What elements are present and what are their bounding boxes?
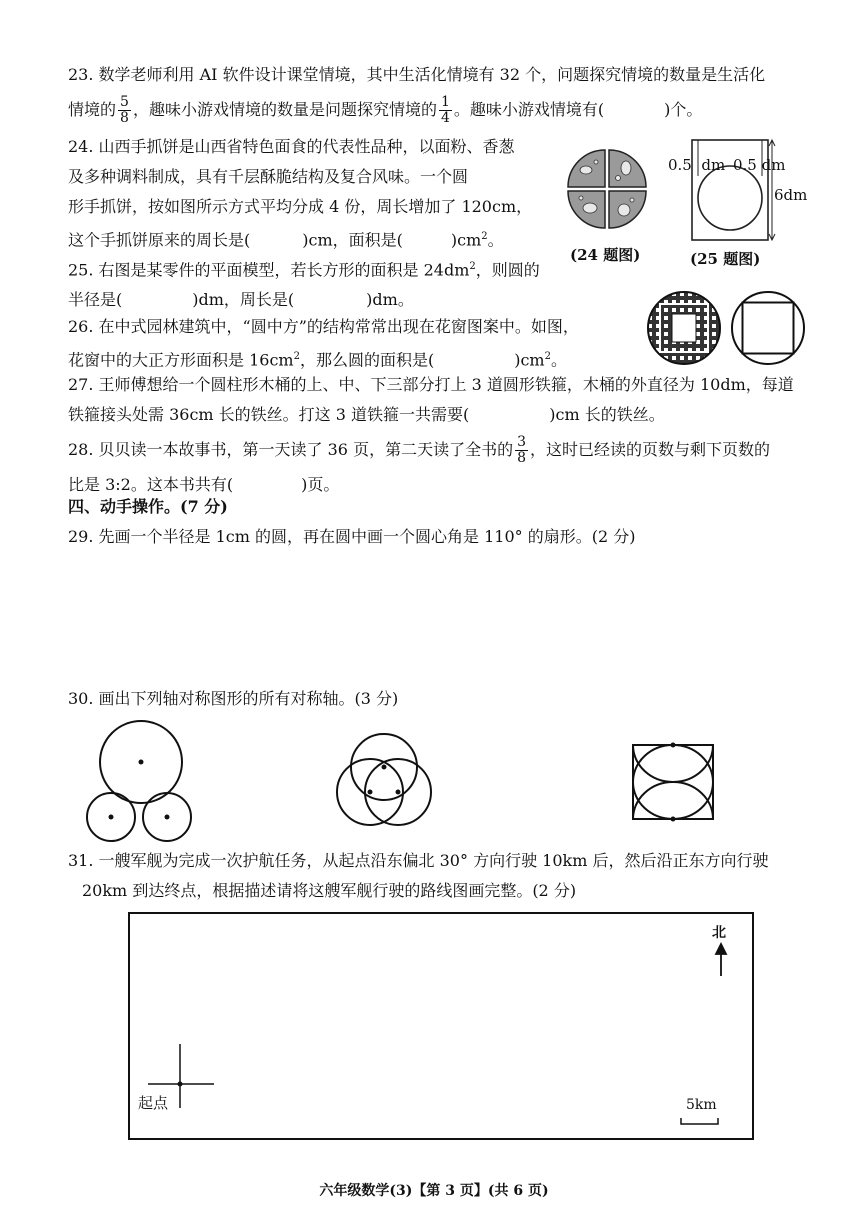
q24-line2: 及多种调料制成，具有千层酥脆结构及复合风味。一个圆 — [68, 167, 469, 186]
q25-text-a: 25. 右图是某零件的平面模型，若长方形的面积是 24dm — [68, 260, 470, 280]
q26-text-d: 。 — [550, 350, 567, 370]
north-arrow-icon — [716, 944, 726, 976]
q30-figures[interactable] — [60, 720, 760, 850]
q26-window-figure — [646, 290, 722, 366]
q28-frac-den: 8 — [517, 450, 526, 466]
q24-sup: 2 — [481, 231, 488, 242]
question-24 — [68, 132, 548, 255]
question-23 — [68, 60, 828, 130]
q24-line1: 24. 山西手抓饼是山西省特色面食的代表性品种，以面粉、香葱 — [68, 137, 515, 156]
q23-frac2-num: 1 — [440, 94, 450, 110]
q24-text-c: )cm — [450, 230, 482, 250]
q24-caption: (24 题图) — [570, 246, 641, 264]
q25-label-dm2: dm — [761, 156, 786, 174]
q23-line2 — [68, 90, 828, 130]
question-29 — [68, 522, 828, 552]
q25-label-right-value: 0.5 — [733, 156, 757, 174]
q29-line: 29. 先画一个半径是 1cm 的圆，再在圆中画一个圆心角是 110° 的扇形。(2 分) — [68, 527, 636, 546]
q31-map-marks — [128, 912, 754, 1140]
q26-text-a: 花窗中的大正方形面积是 16cm — [68, 350, 294, 370]
q28-text-c: 比是 3:2。这本书共有( — [68, 475, 234, 494]
q25-line2 — [68, 285, 628, 315]
q24-text-b: )cm，面积是( — [302, 230, 403, 250]
question-28 — [68, 430, 828, 500]
question-30 — [68, 684, 828, 714]
q27-text-a: 铁箍接头处需 36cm 长的铁丝。打这 3 道铁箍一共需要( — [68, 405, 470, 424]
q27-line2 — [68, 400, 828, 430]
q25-text-d: )dm，周长是( — [192, 290, 295, 310]
q28-text-a: 28. 贝贝读一本故事书，第一天读了 36 页，第二天读了全书的 — [68, 440, 514, 459]
q27-text-b: )cm 长的铁丝。 — [549, 405, 665, 424]
q31-line1: 31. 一艘军舰为完成一次护航任务，从起点沿东偏北 30° 方向行驶 10km 后，然后沿正东方向行驶 — [68, 851, 769, 870]
q31-scale-label: 5km — [686, 1097, 717, 1113]
q28-text-b: ，这时已经读的页数与剩下页数的 — [530, 440, 771, 459]
q28-text-d: )页。 — [301, 475, 340, 494]
q25-caption: (25 题图) — [690, 250, 761, 268]
q25-sup: 2 — [469, 261, 476, 272]
q25-label-left-value: 0.5 — [668, 156, 692, 174]
q30-figure-square-arcs — [633, 745, 713, 819]
q31-north-label: 北 — [712, 925, 726, 941]
scale-bar-icon — [681, 1118, 718, 1124]
q25-label-height: 6dm — [774, 186, 808, 204]
q23-line1: 23. 数学老师利用 AI 软件设计课堂情境，其中生活化情境有 32 个，问题探究情境的数量是生活化 — [68, 65, 766, 84]
q23-fraction-2 — [439, 95, 452, 126]
q28-frac-num: 3 — [517, 434, 526, 450]
q26-circle-square-figure — [730, 290, 806, 366]
q26-text-c: )cm — [514, 350, 545, 370]
q23-text-d: )个。 — [664, 100, 703, 119]
question-26 — [68, 312, 638, 375]
q24-line3: 形手抓饼，按如图所示方式平均分成 4 份，周长增加了 120cm， — [68, 197, 533, 216]
question-25 — [68, 252, 628, 315]
q28-line1 — [68, 430, 828, 470]
section-4-heading: 四、动手操作。(7 分) — [68, 497, 228, 516]
q25-label-right — [733, 156, 785, 174]
q30-figure-three-circles — [87, 721, 191, 841]
q24-line4 — [68, 222, 548, 255]
q23-frac2-den: 4 — [440, 110, 450, 126]
q26-text-b: ，那么圆的面积是( — [299, 350, 435, 370]
q24-text-d: 。 — [487, 230, 504, 250]
q25-text-e: )dm。 — [366, 290, 414, 310]
q23-frac1-num: 5 — [120, 94, 129, 110]
pancake-quarters — [568, 150, 646, 228]
q23-text-b: ，趣味小游戏情境的数量是问题探究情境的 — [132, 100, 437, 119]
q31-start-label: 起点 — [138, 1094, 169, 1112]
q25-text-b: ，则圆的 — [475, 260, 540, 280]
q23-fraction-1 — [118, 95, 131, 126]
q30-figure-venn-circles — [337, 734, 431, 825]
q23-frac1-den: 8 — [120, 110, 129, 126]
question-31 — [68, 846, 828, 906]
q23-text-c: 。趣味小游戏情境有( — [453, 100, 605, 119]
q26-line1: 26. 在中式园林建筑中，“圆中方”的结构常常出现在花窗图案中。如图， — [68, 317, 579, 336]
q28-fraction — [515, 435, 528, 466]
q23-text-a: 情境的 — [68, 100, 117, 119]
q24-pancake-figure — [566, 148, 648, 230]
q26-sup2: 2 — [544, 351, 551, 362]
q26-sup: 2 — [293, 351, 300, 362]
q27-line1: 27. 王师傅想给一个圆柱形木桶的上、中、下三部分打上 3 道圆形铁箍，木桶的外直径为 10dm，每道 — [68, 375, 794, 394]
q31-line2: 20km 到达终点，根据描述请将这艘军舰行驶的路线图画完整。(2 分) — [82, 881, 577, 900]
q24-text-a: 这个手抓饼原来的周长是( — [68, 230, 251, 250]
page-footer: 六年级数学(3)【第 3 页】(共 6 页) — [319, 1183, 549, 1199]
q25-text-c: 半径是( — [68, 290, 123, 310]
question-27 — [68, 370, 828, 430]
q29-drawing-area[interactable] — [68, 560, 828, 680]
q30-line: 30. 画出下列轴对称图形的所有对称轴。(3 分) — [68, 689, 399, 708]
q25-line1 — [68, 252, 628, 285]
q25-label-left — [668, 156, 725, 174]
q25-label-dm: dm — [701, 156, 726, 174]
q25-circle — [698, 166, 762, 230]
